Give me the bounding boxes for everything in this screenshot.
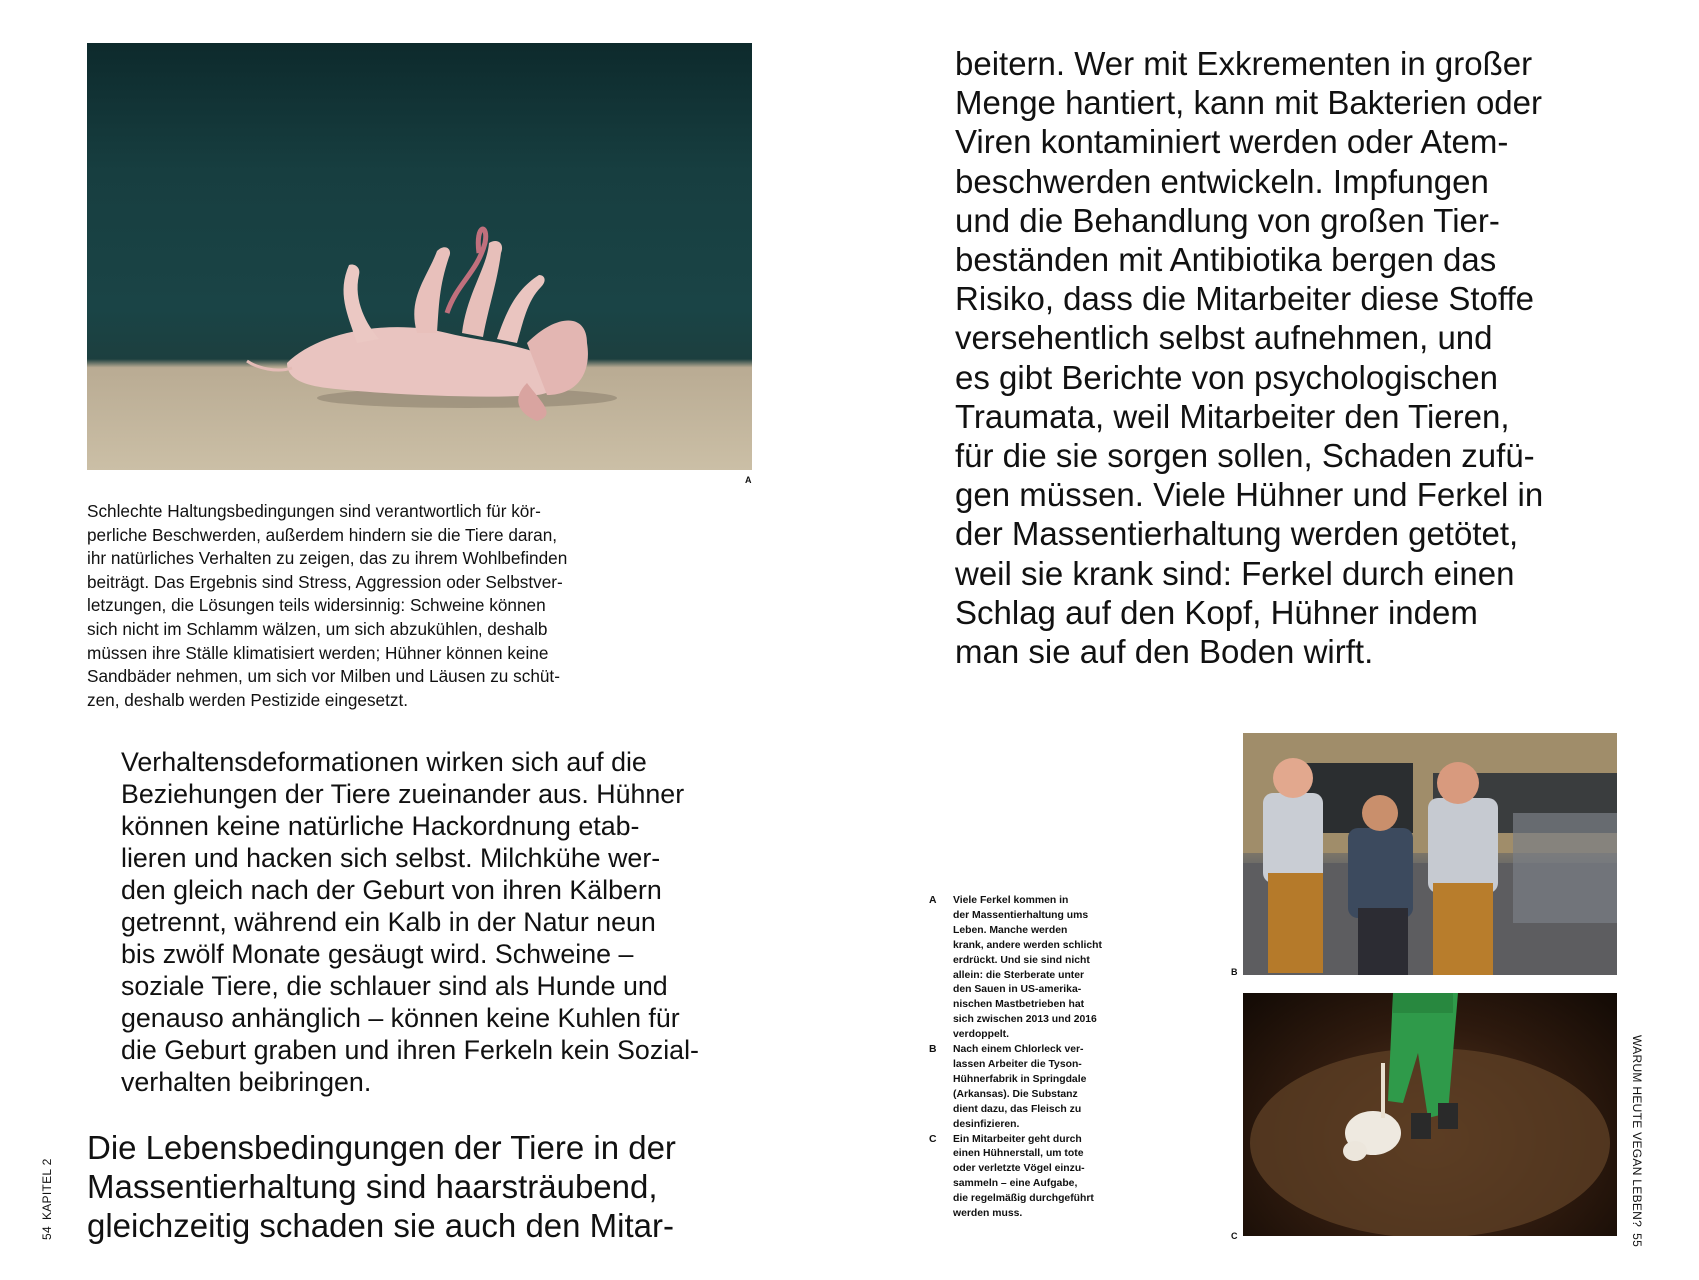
page-number: 55: [1630, 1233, 1644, 1248]
caption-line: Schlechte Haltungsbedingungen sind verantwortlich für kör-: [87, 501, 541, 521]
large-text-line: für die sie sorgen sollen, Schaden zufü-: [955, 437, 1535, 475]
caption-line: den Sauen in US-amerika-: [953, 984, 1082, 996]
caption-c: [929, 1133, 1129, 1222]
caption-line: sich zwischen 2013 und 2016: [953, 1014, 1097, 1026]
caption-line: desinfizieren.: [953, 1118, 1020, 1130]
caption-line: Nach einem Chlorleck ver-: [953, 1044, 1084, 1056]
caption-line: werden muss.: [953, 1208, 1023, 1220]
caption-line: perliche Beschwerden, außerdem hindern sie die Tiere daran,: [87, 524, 558, 545]
caption-line: Sandbäder nehmen, um sich vor Milben und Läusen zu schüt-: [87, 666, 560, 687]
caption-letter: A: [929, 895, 937, 906]
large-text-line: Massentierhaltung sind haarsträubend,: [87, 1168, 658, 1205]
photo-piglet: [87, 43, 752, 470]
large-text-line: Schlag auf den Kopf, Hühner indem: [955, 593, 1478, 631]
large-text-line: Viren kontaminiert werden oder Atem-: [955, 123, 1509, 161]
caption-line: (Arkansas). Die Substanz: [953, 1088, 1078, 1100]
caption-line: krank, andere werden schlicht: [953, 939, 1102, 951]
body-line: Verhaltensdeformationen wirken sich auf die: [121, 747, 647, 777]
caption-b: [929, 1043, 1129, 1132]
caption-line: sich nicht im Schlamm wälzen, um sich abzukühlen, deshalb: [87, 618, 548, 639]
folio-left: [40, 1152, 54, 1240]
body-line: soziale Tiere, die schlauer sind als Hunde und: [121, 971, 668, 1001]
large-text-line: beschwerden entwickeln. Impfungen: [955, 162, 1489, 200]
caption-text: [953, 1133, 1094, 1222]
caption-line: dient dazu, das Fleisch zu: [953, 1103, 1082, 1115]
body-line: können keine natürliche Hackordnung etab-: [121, 811, 640, 841]
large-text-line: Die Lebensbedingungen der Tiere in der: [87, 1129, 676, 1166]
caption-line: verdoppelt.: [953, 1029, 1010, 1041]
photo-chlorine-leak: [1243, 733, 1617, 975]
caption-line: Leben. Manche werden: [953, 924, 1068, 936]
large-text-line: beitern. Wer mit Exkrementen in großer: [955, 45, 1533, 82]
photo-chicken-barn: [1243, 993, 1617, 1236]
page-number: 54: [40, 1226, 54, 1240]
caption-line: lassen Arbeiter die Tyson-: [953, 1058, 1082, 1070]
body-line: Beziehungen der Tiere zueinander aus. Hühner: [121, 779, 685, 809]
large-text-line: beständen mit Antibiotika bergen das: [955, 241, 1497, 279]
caption-line: der Massentierhaltung ums: [953, 909, 1089, 921]
large-text-line: gen müssen. Viele Hühner und Ferkel in: [955, 476, 1544, 514]
body-line: den gleich nach der Geburt von ihren Kälbern: [121, 875, 662, 905]
barn-illustration: [1243, 993, 1617, 1236]
caption-line: die regelmäßig durchgeführt: [953, 1193, 1094, 1205]
caption-text: [953, 894, 1102, 1043]
photo-c-label: C: [1231, 1231, 1238, 1241]
large-text-line: man sie auf den Boden wirft.: [955, 633, 1374, 671]
body-line: die Geburt graben und ihren Ferkeln kein Sozial-: [121, 1035, 699, 1065]
caption-line: allein: die Sterberate unter: [953, 969, 1085, 981]
large-text-line: Traumata, weil Mitarbeiter den Tieren,: [955, 397, 1510, 435]
body-line: lieren und hacken sich selbst. Milchkühe wer-: [121, 843, 661, 873]
caption-line: ihr natürliches Verhalten zu zeigen, das zu ihrem Wohlbefinden: [87, 548, 568, 569]
body-line: getrennt, während ein Kalb in der Natur neun: [121, 907, 656, 937]
piglet-illustration: [87, 43, 752, 470]
caption-line: müssen ihre Ställe klimatisiert werden; Hühner können keine: [87, 642, 549, 663]
folio-right: [1630, 1035, 1644, 1247]
caption-line: Hühnerfabrik in Springdale: [953, 1073, 1087, 1085]
caption-a: [929, 894, 1129, 1043]
large-text-line: es gibt Berichte von psychologischen: [955, 358, 1498, 396]
caption-line: letzungen, die Lösungen teils widersinnig: Schweine können: [87, 595, 546, 616]
caption-line: zen, deshalb werden Pestizide eingesetzt.: [87, 689, 409, 710]
large-text-line: gleichzeitig schaden sie auch den Mitar-: [87, 1207, 674, 1244]
large-text-line: Risiko, dass die Mitarbeiter diese Stoffe: [955, 280, 1534, 318]
body-paragraph: [121, 746, 781, 1098]
caption-line: sammeln – eine Aufgabe,: [953, 1178, 1078, 1190]
workers-illustration: [1243, 733, 1617, 975]
caption-text: [953, 1043, 1086, 1132]
photo-captions: [929, 894, 1129, 1222]
large-text-line: der Massentierhaltung werden getötet,: [955, 515, 1519, 553]
caption-line: beiträgt. Das Ergebnis sind Stress, Aggression oder Selbstver-: [87, 571, 563, 592]
running-title: WARUM HEUTE VEGAN LEBEN?: [1630, 1035, 1644, 1228]
photo-a-label: A: [745, 475, 752, 485]
large-text-line: weil sie krank sind: Ferkel durch einen: [955, 554, 1515, 592]
caption-line: einen Hühnerstall, um tote: [953, 1148, 1084, 1160]
left-page: [0, 0, 849, 1280]
caption-line: erdrückt. Und sie sind nicht: [953, 954, 1090, 966]
body-line: verhalten beibringen.: [121, 1067, 372, 1097]
chapter-label: KAPITEL 2: [40, 1158, 54, 1221]
caption-line: Ein Mitarbeiter geht durch: [953, 1133, 1082, 1145]
large-text-left: [87, 1128, 807, 1245]
body-line: genauso anhänglich – können keine Kuhlen für: [121, 1003, 680, 1033]
caption-line: nischen Mastbetrieben hat: [953, 999, 1085, 1011]
body-line: bis zwölf Monate gesäugt wird. Schweine –: [121, 939, 634, 969]
large-text-line: versehentlich selbst aufnehmen, und: [955, 319, 1493, 357]
caption-letter: B: [929, 1044, 937, 1056]
photo-b-label: B: [1231, 967, 1238, 977]
caption-letter: C: [929, 1133, 937, 1145]
photo-a-caption: [87, 500, 687, 712]
large-text-line: Menge hantiert, kann mit Bakterien oder: [955, 84, 1542, 122]
caption-line: Viele Ferkel kommen in: [953, 895, 1069, 906]
large-text-right: [955, 44, 1655, 671]
caption-line: oder verletzte Vögel einzu-: [953, 1163, 1085, 1175]
large-text-line: und die Behandlung von großen Tier-: [955, 201, 1500, 239]
